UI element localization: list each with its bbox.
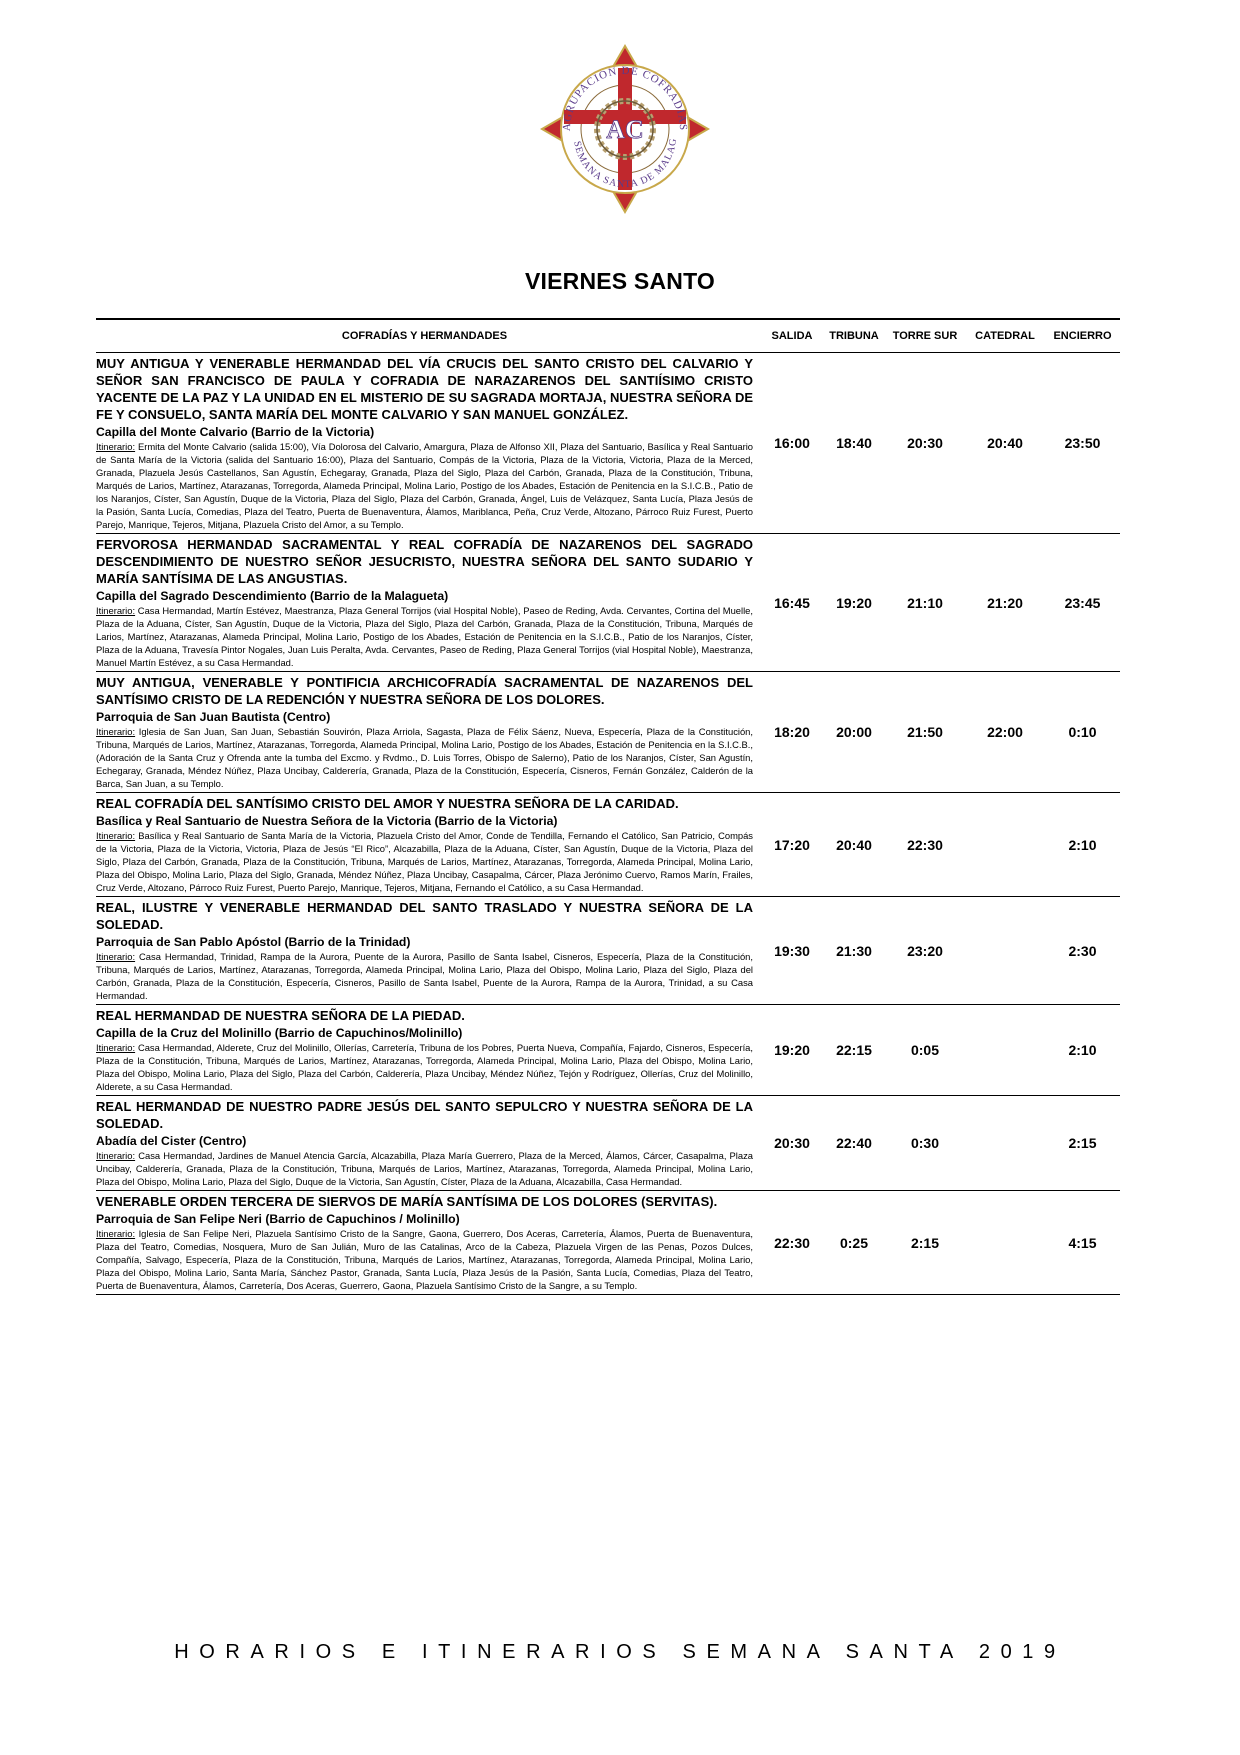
time-tribuna: 18:40 <box>836 435 872 451</box>
time-tribuna: 19:20 <box>836 594 872 611</box>
time-salida: 19:30 <box>774 942 810 959</box>
page-footer: HORARIOS E ITINERARIOS SEMANA SANTA 2019 <box>174 1641 1066 1663</box>
time-torre-sur: 0:05 <box>910 1042 940 1058</box>
cofradias-logo <box>540 44 710 214</box>
time-catedral: 22:00 <box>987 724 1023 740</box>
cofradia-sede: Capilla del Sagrado Descendimiento (Barrio de la Malagueta) <box>96 589 449 603</box>
cofradia-cell <box>96 793 761 896</box>
cofradia-sede: Parroquia de San Pablo Apóstol (Barrio de la Trinidad) <box>96 935 411 949</box>
cofradia-cell <box>96 353 761 533</box>
time-torre-sur: 0:30 <box>910 1135 940 1151</box>
itinerario-label: Itinerario: <box>96 726 136 737</box>
itinerario-text: Casa Hermandad, Martín Estévez, Maestranza, Plaza General Torrijos (vial Hospital Noble), Paseo de Reding, Avda. Cervantes, Cortina del Muelle, Plaza de la Aduana, Císter, San Agustín, Duque de la Victoria, Plaza del Siglo, Plaza del Carbón, Granada, Plaza de la Constitución, Tribuna, Marqués de Larios, Martínez, Atarazanas, Alameda Principal, Molina Lario, Postigo de los Abades, Estación de Penitencia en la S.I.C.B., Patio de los Naranjos, Císter, Plaza de la Aduana, Travesía Pintor Nogales, Juan Luis Peralta, Avda. Cervantes, Paseo de Reding, Plaza General Torrijos (vial Hospital Noble), Maestranza, Manuel Martín Estévez, a su Casa Hermandad. <box>96 605 753 668</box>
header-tribuna: TRIBUNA <box>829 330 879 342</box>
itinerario-text: Casa Hermandad, Trinidad, Rampa de la Aurora, Puente de la Aurora, Pasillo de Santa Isabel, Cisneros, Especería, Plaza de la Constitución, Tribuna, Marqués de Larios, Martínez, Atarazanas, Torregorda, Alameda Principal, Molina Lario, Plaza del Obispo, Molina Lario, Plaza del Siglo, Plaza del Carbón, Granada, Plaza de la Constitución, Especería, Cisneros, Pasillo de Santa Isabel, Puente de la Aurora, Rampa de la Aurora, Trinidad, a su Casa Hermandad. <box>96 951 753 1001</box>
cofradia-name: REAL COFRADÍA DEL SANTÍSIMO CRISTO DEL AMOR Y NUESTRA SEÑORA DE LA CARIDAD. <box>96 796 679 811</box>
cofradia-itinerario <box>96 1041 753 1093</box>
time-encierro: 23:50 <box>1064 435 1101 451</box>
time-encierro: 2:30 <box>1068 942 1097 959</box>
itinerario-text: Ermita del Monte Calvario (salida 15:00), Vía Dolorosa del Calvario, Amargura, Plaza de Alfonso XII, Plaza del Santuario, Basílica y Real Santuario de Santa María de la Victoria (salida del Santuario 16:00), Plaza del Santuario, Compás de la Victoria, Plaza de la Victoria, Victoria, Plaza de la Merced, Granada, Plazuela Jesús Castellanos, San Agustín, Echegaray, Granada, Plaza del Siglo, Plaza del Carbón, Granada, Plaza de la Constitución, Tribuna, Marqués de Larios, Martínez, Atarazanas, Torregorda, Alameda Principal, Molina Lario, Postigo de los Abades, Estación de Penitencia en la S.I.C.B., Patio de los Naranjos, Císter, San Agustín, Duque de la Victoria, Plaza del Siglo, Plaza del Carbón, Granada, Ángel, Luis de Velázquez, Santa Lucía, Plaza Jesús de la Pasión, Santa Lucía, Comedias, Plaza del Teatro, Puerta de Buenaventura, Álamos, Mariblanca, Peña, Cruz Verde, Altozano, Párroco Ruiz Furest, Puerto Parejo, Manrique, Tejeros, Mitjana, Plazuela Cristo del Amor, a su Templo. <box>96 441 753 530</box>
time-tribuna: 20:00 <box>836 724 872 740</box>
table-row <box>96 353 1120 534</box>
cofradia-cell <box>96 1005 761 1095</box>
table-row <box>96 897 1120 1005</box>
cofradia-sede: Capilla de la Cruz del Molinillo (Barrio de Capuchinos/Molinillo) <box>96 1026 463 1040</box>
table-row <box>96 1191 1120 1295</box>
time-salida: 18:20 <box>774 724 810 740</box>
svg-text:D SEMANA SANTA DE MALAGA: SEMANA SANTA DE MALAG <box>571 137 680 191</box>
page-title: VIERNES SANTO <box>524 268 716 294</box>
itinerario-label: Itinerario: <box>96 951 136 962</box>
cofradia-name: MUY ANTIGUA Y VENERABLE HERMANDAD DEL VÍA CRUCIS DEL SANTO CRISTO DEL CALVARIO Y SEÑOR SAN FRANCISCO DE PAULA Y COFRADIA DE NARAZARENOS DEL SANTIÍSIMO CRISTO YACENTE DE LA PAZ Y LA UNIDAD EN EL MISTERIO DE SU SAGRADA MORTAJA, NUESTRA SEÑORA DE FE Y CONSUELO, SANTA MARÍA DEL MONTE CALVARIO Y SAN MANUEL GONZÁLEZ. <box>96 356 753 422</box>
time-catedral: 21:20 <box>987 594 1023 611</box>
svg-text:AGRUPACION DE COFRADIAS: AGRUPACION DE COFRADIAS <box>560 64 690 132</box>
time-torre-sur: 20:30 <box>907 435 943 451</box>
cofradia-name: REAL, ILUSTRE Y VENERABLE HERMANDAD DEL SANTO TRASLADO Y NUESTRA SEÑORA DE LA SOLEDAD. <box>96 900 753 932</box>
itinerario-label: Itinerario: <box>96 1228 136 1239</box>
header-torre-sur: TORRE SUR <box>892 330 958 342</box>
table-row <box>96 534 1120 672</box>
time-torre-sur: 21:10 <box>907 594 943 611</box>
time-torre-sur: 21:50 <box>907 724 943 740</box>
cofradia-sede: Parroquia de San Felipe Neri (Barrio de Capuchinos / Molinillo) <box>96 1212 460 1226</box>
cofradia-sede: Capilla del Monte Calvario (Barrio de la Victoria) <box>96 425 375 439</box>
itinerario-label: Itinerario: <box>96 830 136 841</box>
cofradia-cell <box>96 672 761 792</box>
time-salida: 19:20 <box>774 1042 810 1058</box>
cofradias-cross-seal-icon <box>540 44 710 214</box>
cofradia-itinerario <box>96 950 753 1002</box>
itinerario-label: Itinerario: <box>96 1042 136 1053</box>
cofradia-sede: Parroquia de San Juan Bautista (Centro) <box>96 710 331 724</box>
cofradia-name: MUY ANTIGUA, VENERABLE Y PONTIFICIA ARCHICOFRADÍA SACRAMENTAL DE NAZARENOS DEL SANTÍSIMO CRISTO DE LA REDENCIÓN Y NUESTRA SEÑORA DE LOS DOLORES. <box>96 675 753 707</box>
cofradia-itinerario <box>96 1149 753 1188</box>
time-tribuna: 22:40 <box>836 1135 872 1151</box>
cofradia-itinerario <box>96 440 753 531</box>
cofradia-name: REAL HERMANDAD DE NUESTRO PADRE JESÚS DEL SANTO SEPULCRO Y NUESTRA SEÑORA DE LA SOLEDAD. <box>96 1099 753 1131</box>
time-tribuna: 0:25 <box>839 1234 869 1251</box>
time-salida: 20:30 <box>774 1135 810 1151</box>
time-torre-sur: 22:30 <box>907 836 943 853</box>
time-tribuna: 22:15 <box>836 1042 872 1058</box>
table-row <box>96 672 1120 793</box>
time-torre-sur: 23:20 <box>907 942 943 959</box>
itinerario-text: Casa Hermandad, Jardines de Manuel Atencia García, Alcazabilla, Plaza María Guerrero, Plaza de la Merced, Álamos, Cárcer, Casapalma, Plaza Uncibay, Calderería, Granada, Plaza de la Constitución, Tribuna, Marqués de Larios, Martínez, Atarazanas, Torregorda, Alameda Principal, Molina Lario, Plaza del Obispo, Molina Lario, Plaza del Siglo, Duque de la Victoria, San Agustín, Císter, Plaza de la Aduana, Alcazabilla, Casa Hermandad. <box>96 1150 753 1187</box>
header-cofradias: COFRADÍAS Y HERMANDADES <box>341 330 508 342</box>
table-body <box>96 353 1120 1295</box>
cofradia-itinerario <box>96 829 753 894</box>
time-salida: 22:30 <box>774 1234 810 1251</box>
svg-text:AC: AC <box>606 115 644 144</box>
time-salida: 17:20 <box>774 836 810 853</box>
cofradia-itinerario <box>96 604 753 669</box>
time-encierro: 2:10 <box>1068 1042 1097 1058</box>
table-row <box>96 793 1120 897</box>
time-catedral: 20:40 <box>987 435 1023 451</box>
itinerario-text: Iglesia de San Juan, San Juan, Sebastián Souvirón, Plaza Arriola, Sagasta, Plaza de Félix Sáenz, Nueva, Especería, Plaza de la Constitución, Tribuna, Marqués de Larios, Martínez, Atarazanas, Torregorda, Alameda Principal, Molina Lario, Postigo de los Abades, Estación de Penitencia en la S.I.C.B., (Adoración de la Santa Cruz y Ofrenda ante la tumba del Excmo. y Rvdmo., D. Luis Torres, Obispo de Salerno), Patio de los Naranjos, Císter, San Agustín, Echegaray, Granada, Méndez Núñez, Plaza Uncibay, Calderería, Granada, Plaza de la Constitución, Especería, Cisneros, Fernán González, Calderón de la Barca, San Juan, a su Templo. <box>96 726 754 789</box>
schedule-table <box>96 318 1120 1295</box>
itinerario-label: Itinerario: <box>96 441 136 452</box>
time-salida: 16:00 <box>774 435 810 451</box>
cofradia-sede: Basílica y Real Santuario de Nuestra Señora de la Victoria (Barrio de la Victoria) <box>96 814 558 828</box>
cofradia-cell <box>96 1096 761 1190</box>
itinerario-text: Basílica y Real Santuario de Santa María de la Victoria, Plazuela Cristo del Amor, Conde de Tendilla, Fernando el Católico, San Patricio, Compás de la Victoria, Plaza de la Victoria, Victoria, Plaza de Jesús “El Rico”, Alcazabilla, Plaza de la Aduana, Císter, San Agustín, Duque de la Victoria, Plaza del Siglo, Plaza del Carbón, Granada, Plaza de la Constitución, Tribuna, Marqués de Larios, Martínez, Atarazanas, Torregorda, Alameda Principal, Molina Lario, Plaza del Obispo, Molina Lario, Plaza del Siglo, Granada, Méndez Núñez, Plaza Uncibay, Casapalma, Cárcer, Plaza Jerónimo Cuervo, Ramos Marín, Frailes, Cruz Verde, Altozano, Párroco Ruiz Furest, Puerto Parejo, Manrique, Tejeros, Mitjana, Fernando el Católico, a su Casa Hermandad. <box>96 830 753 893</box>
itinerario-label: Itinerario: <box>96 1150 136 1161</box>
header-catedral: CATEDRAL <box>975 330 1035 342</box>
cofradia-name: REAL HERMANDAD DE NUESTRA SEÑORA DE LA PIEDAD. <box>96 1008 465 1023</box>
header-salida: SALIDA <box>771 330 813 342</box>
time-encierro: 4:15 <box>1068 1234 1097 1251</box>
table-header <box>96 318 1120 353</box>
cofradia-name: VENERABLE ORDEN TERCERA DE SIERVOS DE MARÍA SANTÍSIMA DE LOS DOLORES (SERVITAS). <box>96 1194 718 1209</box>
cofradia-itinerario <box>96 725 753 790</box>
table-row <box>96 1005 1120 1096</box>
itinerario-text: Casa Hermandad, Alderete, Cruz del Molinillo, Ollerías, Carretería, Tribuna de los Pobres, Puerta Nueva, Compañía, Fajardo, Cisneros, Especería, Plaza de la Constitución, Tribuna, Marqués de Larios, Martínez, Atarazanas, Torregorda, Alameda Principal, Molina Lario, Plaza del Obispo, Molina Lario, Plaza del Obispo, Molina Lario, Plaza del Siglo, Plaza del Carbón, Calderería, Plaza Uncibay, Méndez Núñez, Tejón y Rodríguez, Ollerías, Cruz del Molinillo, Alderete, a su Casa Hermandad. <box>96 1042 753 1092</box>
itinerario-label: Itinerario: <box>96 605 136 616</box>
itinerario-text: Iglesia de San Felipe Neri, Plazuela Santísimo Cristo de la Sangre, Gaona, Guerrero, Dos Aceras, Carretería, Álamos, Puerta de Buenaventura, Plaza del Teatro, Comedias, Nosquera, Muro de San Julián, Muro de las Catalinas, Arco de la Cabeza, Plazuela Virgen de las Penas, Pozos Dulces, Compañía, Salvago, Especería, Plaza de la Constitución, Tribuna, Marqués de Larios, Martínez, Atarazanas, Torregorda, Alameda Principal, Molina Lario, Plaza del Obispo, Molina Lario, Santa María, Sánchez Pastor, Granada, Santa Lucía, Plaza Jesús de la Pasión, Santa Lucía, Comedias, Plaza del Teatro, Puerta de Buenaventura, Álamos, Carretería, Dos Aceras, Guerrero, Gaona, Plazuela Santísimo Cristo de la Sangre, a su Templo. <box>96 1228 753 1291</box>
time-encierro: 23:45 <box>1064 594 1101 611</box>
cofradia-sede: Abadía del Cister (Centro) <box>96 1134 247 1148</box>
table-row <box>96 1096 1120 1191</box>
time-encierro: 2:10 <box>1068 836 1097 853</box>
cofradia-itinerario <box>96 1227 753 1292</box>
header-encierro: ENCIERRO <box>1053 330 1112 342</box>
time-tribuna: 21:30 <box>836 942 872 959</box>
cofradia-cell <box>96 897 761 1004</box>
time-encierro: 2:15 <box>1068 1135 1097 1151</box>
cofradia-cell <box>96 534 761 671</box>
cofradia-name: FERVOROSA HERMANDAD SACRAMENTAL Y REAL COFRADÍA DE NAZARENOS DEL SAGRADO DESCENDIMIENTO DE NUESTRO SEÑOR JESUCRISTO, NUESTRA SEÑORA DEL SANTO SUDARIO Y MARÍA SANTÍSIMA DE LAS ANGUSTIAS. <box>96 537 753 586</box>
cofradia-cell <box>96 1191 761 1294</box>
time-tribuna: 20:40 <box>836 836 872 853</box>
time-encierro: 0:10 <box>1068 724 1097 740</box>
time-torre-sur: 2:15 <box>910 1234 940 1251</box>
time-salida: 16:45 <box>774 594 810 611</box>
